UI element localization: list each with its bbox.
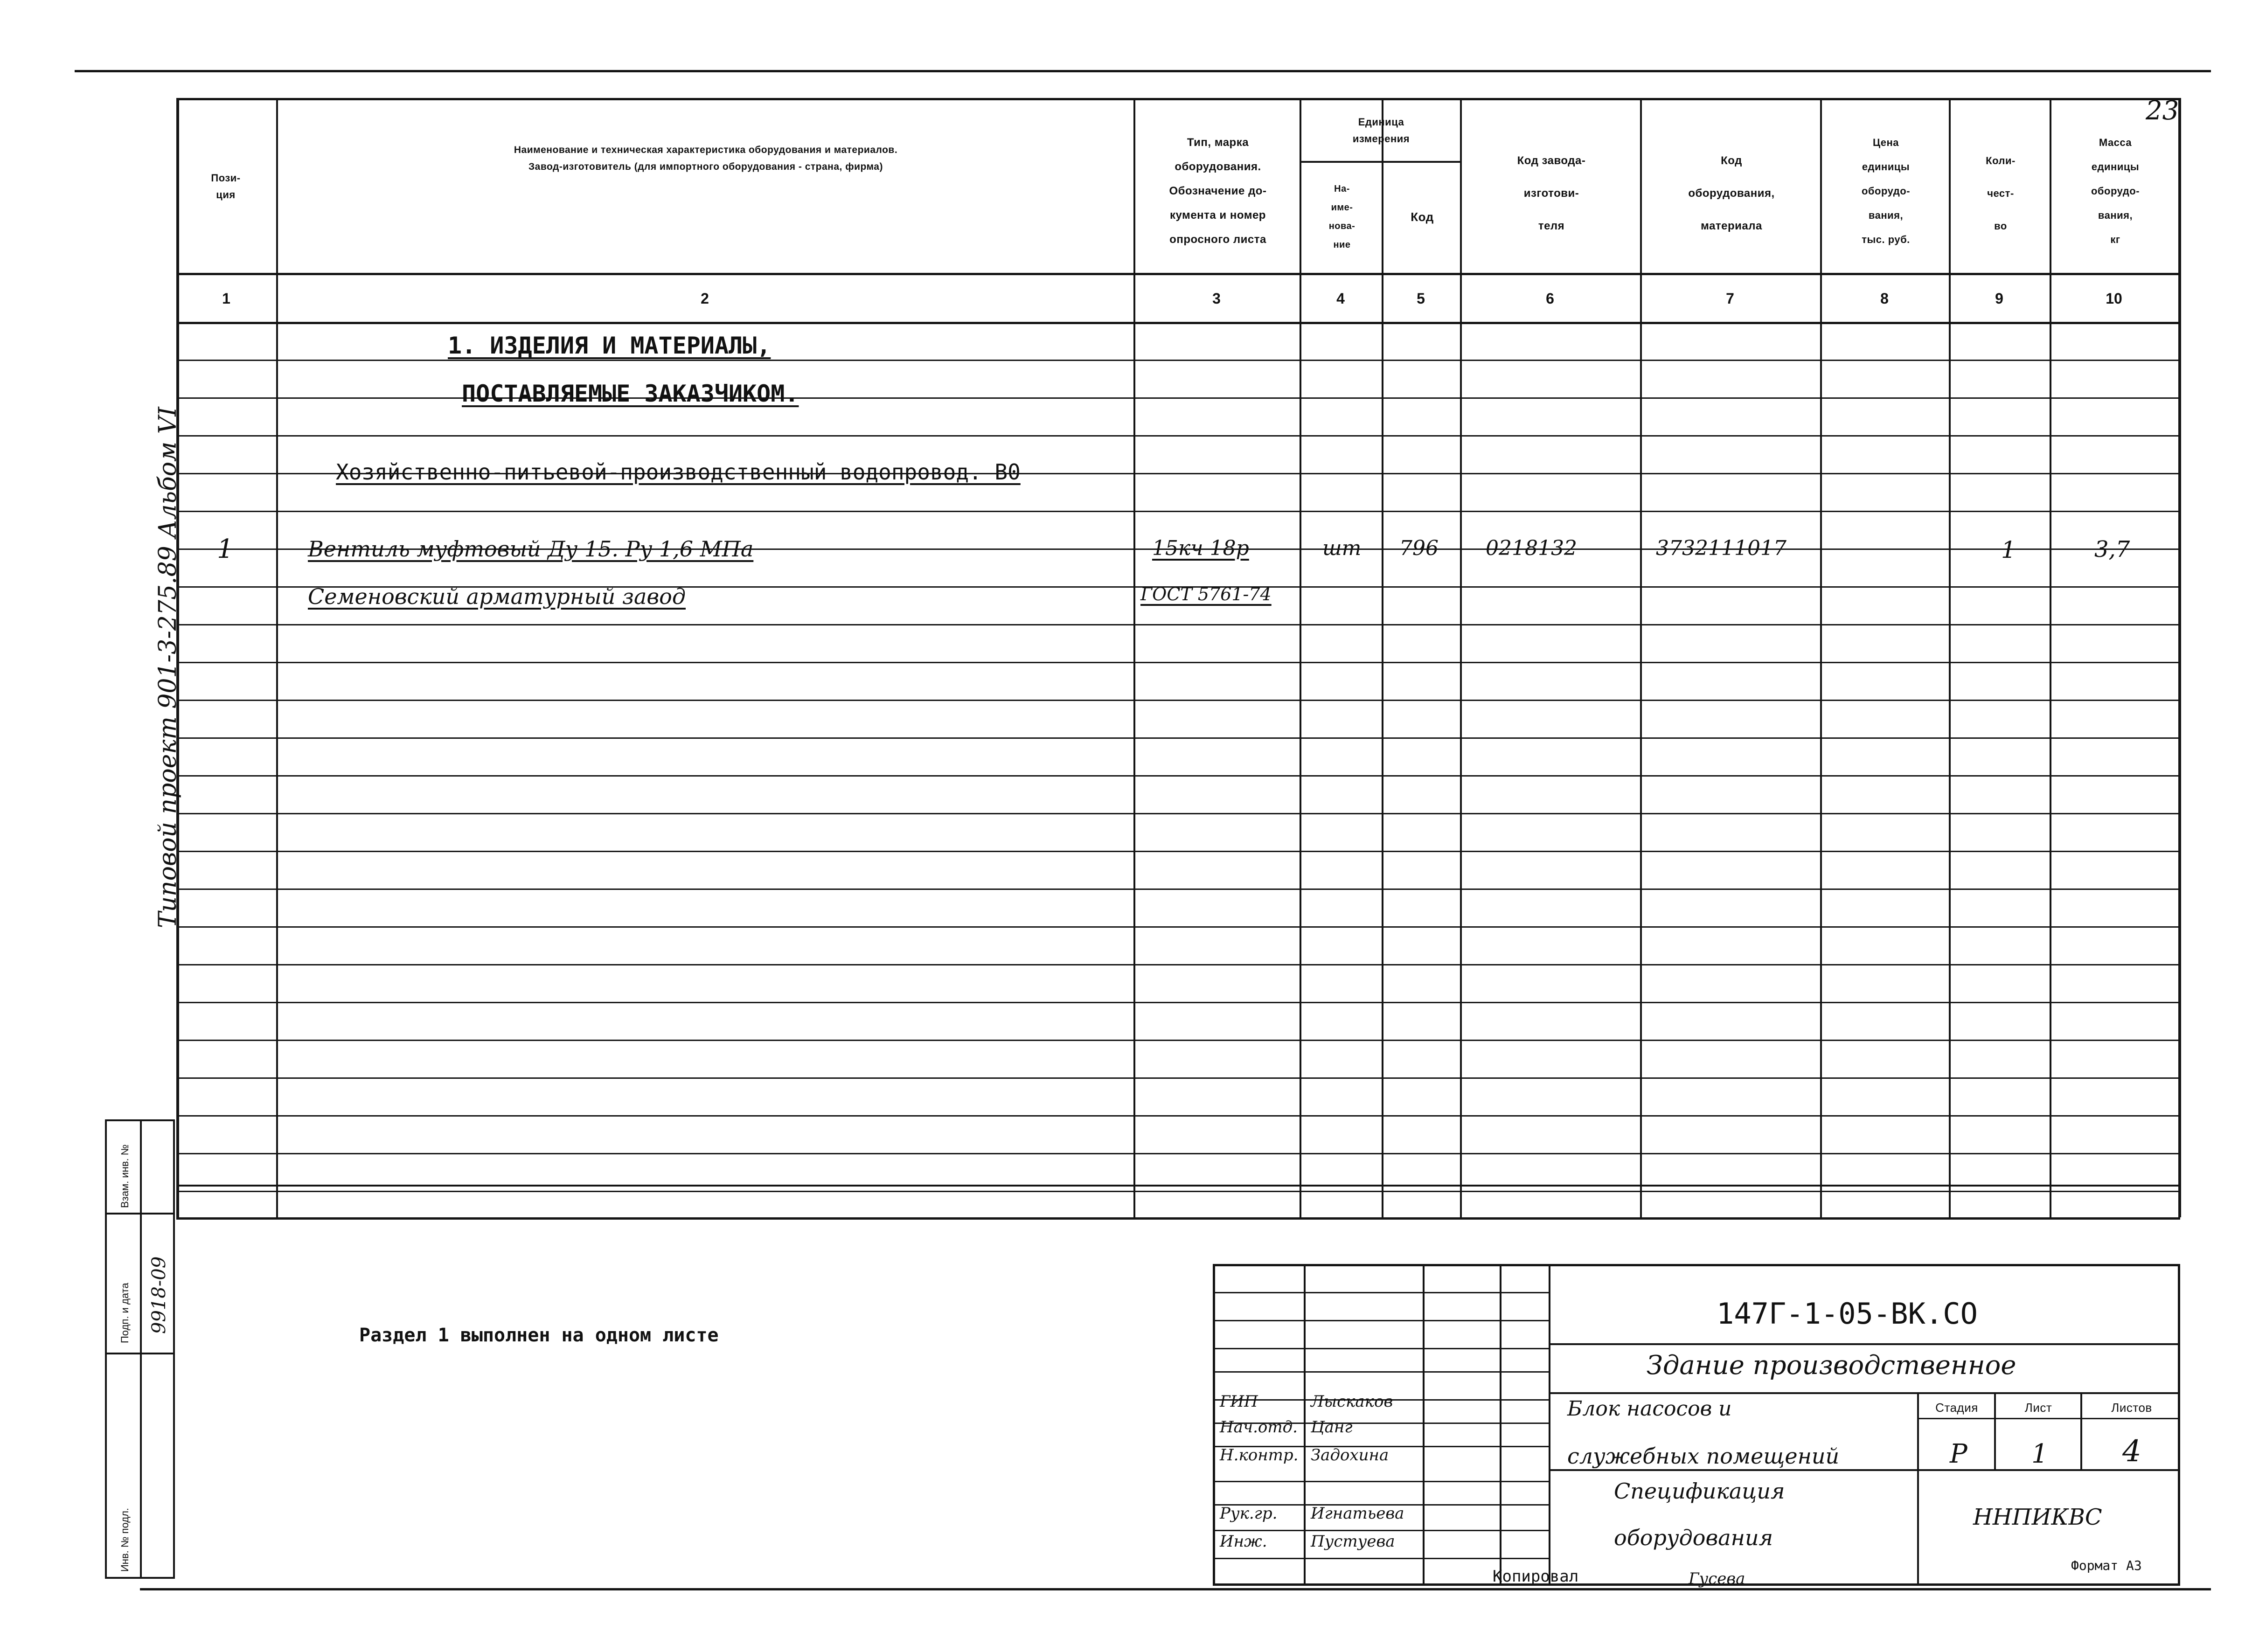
table-top-line <box>176 98 2180 100</box>
title-block-right <box>2178 1264 2180 1586</box>
side-label-inv-number: Инв. № подл. <box>119 1507 131 1572</box>
signature-name: Задохина <box>1311 1446 1389 1465</box>
signature-name: Лыскаков <box>1311 1392 1393 1411</box>
table-row-line <box>176 964 2180 965</box>
title-block-left <box>1213 1264 1215 1586</box>
signature-column-line <box>1549 1264 1550 1583</box>
table-column-line <box>1382 98 1383 1217</box>
column-number: 2 <box>701 290 709 307</box>
table-row-line <box>176 813 2180 814</box>
side-project-stamp: Типовой проект 901-3-275.89 Альбом VI <box>154 407 182 928</box>
table-column-line <box>2050 98 2051 1217</box>
signature-role: Н.контр. <box>1220 1446 1299 1465</box>
column-number: 1 <box>222 290 230 307</box>
table-column-line <box>1460 98 1462 1217</box>
item-name-line1: Вентиль муфтовый Ду 15. Ру 1,6 МПа <box>308 536 754 562</box>
table-row-line <box>176 737 2180 739</box>
signature-role: Инж. <box>1220 1532 1267 1551</box>
column-number: 8 <box>1880 290 1889 307</box>
table-extra-bottom-line <box>176 1185 2180 1187</box>
building-name: Здание производственное <box>1647 1350 2016 1381</box>
table-row-line <box>176 435 2180 437</box>
signature-row-line <box>1213 1530 1549 1531</box>
object-name-line1: Блок насосов и <box>1567 1397 1732 1421</box>
signature-row-line <box>1213 1558 1549 1559</box>
title-block-top <box>1213 1264 2180 1266</box>
table-row-line <box>176 1191 2180 1192</box>
column-number: 7 <box>1726 290 1734 307</box>
header-plant-code: Код завода- изготови- теля <box>1517 154 1586 232</box>
organization: ННПИКВС <box>1973 1504 2102 1530</box>
header-unit-code: Код <box>1411 210 1434 224</box>
table-row-line <box>176 1153 2180 1154</box>
table-row-line <box>176 1115 2180 1117</box>
signature-role: Рук.гр. <box>1220 1504 1278 1523</box>
object-name-line2: служебных помещений <box>1567 1444 1840 1469</box>
sheets-value: 4 <box>2122 1434 2141 1469</box>
doc-title-line1: Спецификация <box>1614 1478 1785 1504</box>
signature-role: ГИП <box>1220 1392 1258 1411</box>
page-corner-number: 23 <box>2146 96 2179 126</box>
signature-name: Цанг <box>1311 1418 1353 1437</box>
item-type-line2: ГОСТ 5761-74 <box>1140 584 1272 604</box>
item-position: 1 <box>217 534 234 564</box>
column-number: 6 <box>1546 290 1554 307</box>
signature-row-line <box>1213 1481 1549 1482</box>
item-quantity: 1 <box>2001 536 2016 563</box>
table-row-line <box>176 511 2180 512</box>
column-number: 9 <box>1995 290 2003 307</box>
table-column-line <box>276 98 278 1217</box>
unit-subheader-line <box>1300 161 1462 163</box>
table-row-line <box>176 700 2180 701</box>
item-type-line1: 15кч 18р <box>1152 536 1249 560</box>
column-number: 3 <box>1212 290 1221 307</box>
sheets-col-line <box>2080 1392 2082 1469</box>
stage-header-line <box>1917 1418 2180 1419</box>
table-row-line <box>176 1002 2180 1003</box>
header-position: Пози- ция <box>211 172 241 201</box>
table-row-line <box>176 888 2180 890</box>
signature-name: Пустуева <box>1311 1532 1395 1551</box>
signature-row-line <box>1213 1348 1549 1349</box>
stage-value: Р <box>1950 1439 1967 1469</box>
header-type: Тип, марка оборудования. Обозначение до- кумента и номер опросного листа <box>1169 136 1267 246</box>
item-unit-code: 796 <box>1399 536 1439 560</box>
header-unit-name: На- име- нова- ние <box>1328 184 1355 250</box>
stage-label: Стадия <box>1935 1400 1978 1415</box>
table-row-line <box>176 851 2180 852</box>
doc-code: 147Г-1-05-ВК.СО <box>1717 1297 1978 1331</box>
side-inv-number-value: 9918-09 <box>148 1256 170 1334</box>
signature-row-line <box>1213 1320 1549 1321</box>
table-row-line <box>176 624 2180 625</box>
header-unit: Единица измерения <box>1352 116 1410 145</box>
table-column-line <box>1820 98 1822 1217</box>
section-title-line2: ПОСТАВЛЯЕМЫЕ ЗАКАЗЧИКОМ. <box>462 380 799 407</box>
table-column-line <box>1133 98 1135 1217</box>
object-row-line <box>1549 1469 2180 1471</box>
signature-name: Игнатьева <box>1311 1504 1404 1523</box>
signature-row-line <box>1213 1371 1549 1373</box>
table-column-line <box>1300 98 1301 1217</box>
sheets-label: Листов <box>2111 1400 2152 1415</box>
header-quantity: Коли- чест- во <box>1986 155 2016 232</box>
side-stamp-divider <box>140 1119 142 1579</box>
table-column-line <box>2178 98 2181 1217</box>
side-label-signature-date: Подп. и дата <box>119 1283 131 1343</box>
column-number: 10 <box>2106 290 2122 307</box>
side-stamp-row-line <box>105 1213 175 1215</box>
item-unit: шт <box>1322 536 1362 560</box>
header-equipment-code: Код оборудования, материала <box>1688 154 1775 232</box>
sheet-col-line <box>1994 1392 1996 1469</box>
colnum-bottom-line <box>176 322 2180 324</box>
copied-by: Гусева <box>1689 1569 1745 1588</box>
table-row-line <box>176 360 2180 361</box>
side-stamp-row-line <box>105 1353 175 1354</box>
item-plant-code: 0218132 <box>1486 536 1577 560</box>
table-row-line <box>176 1077 2180 1079</box>
header-price: Цена единицы оборудо- вания, тыс. руб. <box>1861 137 1911 245</box>
sheet-label: Лист <box>2024 1400 2052 1415</box>
column-number: 4 <box>1336 290 1345 307</box>
side-label-replaced-inv: Взам. инв. № <box>119 1144 131 1208</box>
code-row-line <box>1549 1343 2180 1345</box>
item-name-line2: Семеновский арматурный завод <box>308 584 686 609</box>
table-bottom-line <box>176 1217 2180 1220</box>
section-note: Раздел 1 выполнен на одном листе <box>359 1325 719 1346</box>
table-row-line <box>176 926 2180 928</box>
signature-role: Нач.отд. <box>1220 1418 1298 1437</box>
table-column-line <box>1640 98 1642 1217</box>
table-row-line <box>176 775 2180 777</box>
table-row-line <box>176 662 2180 663</box>
signature-row-line <box>1213 1292 1549 1293</box>
subsection-title: Хозяйственно-питьевой-производственный водопровод. В0 <box>336 459 1021 485</box>
table-column-line <box>1949 98 1951 1217</box>
sheet-value: 1 <box>2031 1439 2048 1469</box>
header-name: Наименование и техническая характеристика оборудования и материалов. Завод-изготовитель (для импортного оборудования - страна, фирма) <box>514 145 898 172</box>
doc-title-line2: оборудования <box>1614 1525 1773 1550</box>
column-number: 5 <box>1417 290 1425 307</box>
bottom-frame-line <box>140 1588 2211 1590</box>
stage-col-line <box>1917 1392 1919 1583</box>
sheet-format: Формат А3 <box>2071 1558 2142 1573</box>
item-equipment-code: 3732111017 <box>1656 536 1786 560</box>
copied-label: Копировал <box>1493 1567 1579 1586</box>
building-row-line <box>1549 1392 2180 1394</box>
item-mass: 3,7 <box>2094 536 2130 562</box>
section-title-line1: 1. ИЗДЕЛИЯ И МАТЕРИАЛЫ, <box>448 332 771 359</box>
top-frame-line <box>75 70 2211 72</box>
header-mass: Масса единицы оборудо- вания, кг <box>2091 137 2140 245</box>
table-row-line <box>176 1040 2180 1041</box>
